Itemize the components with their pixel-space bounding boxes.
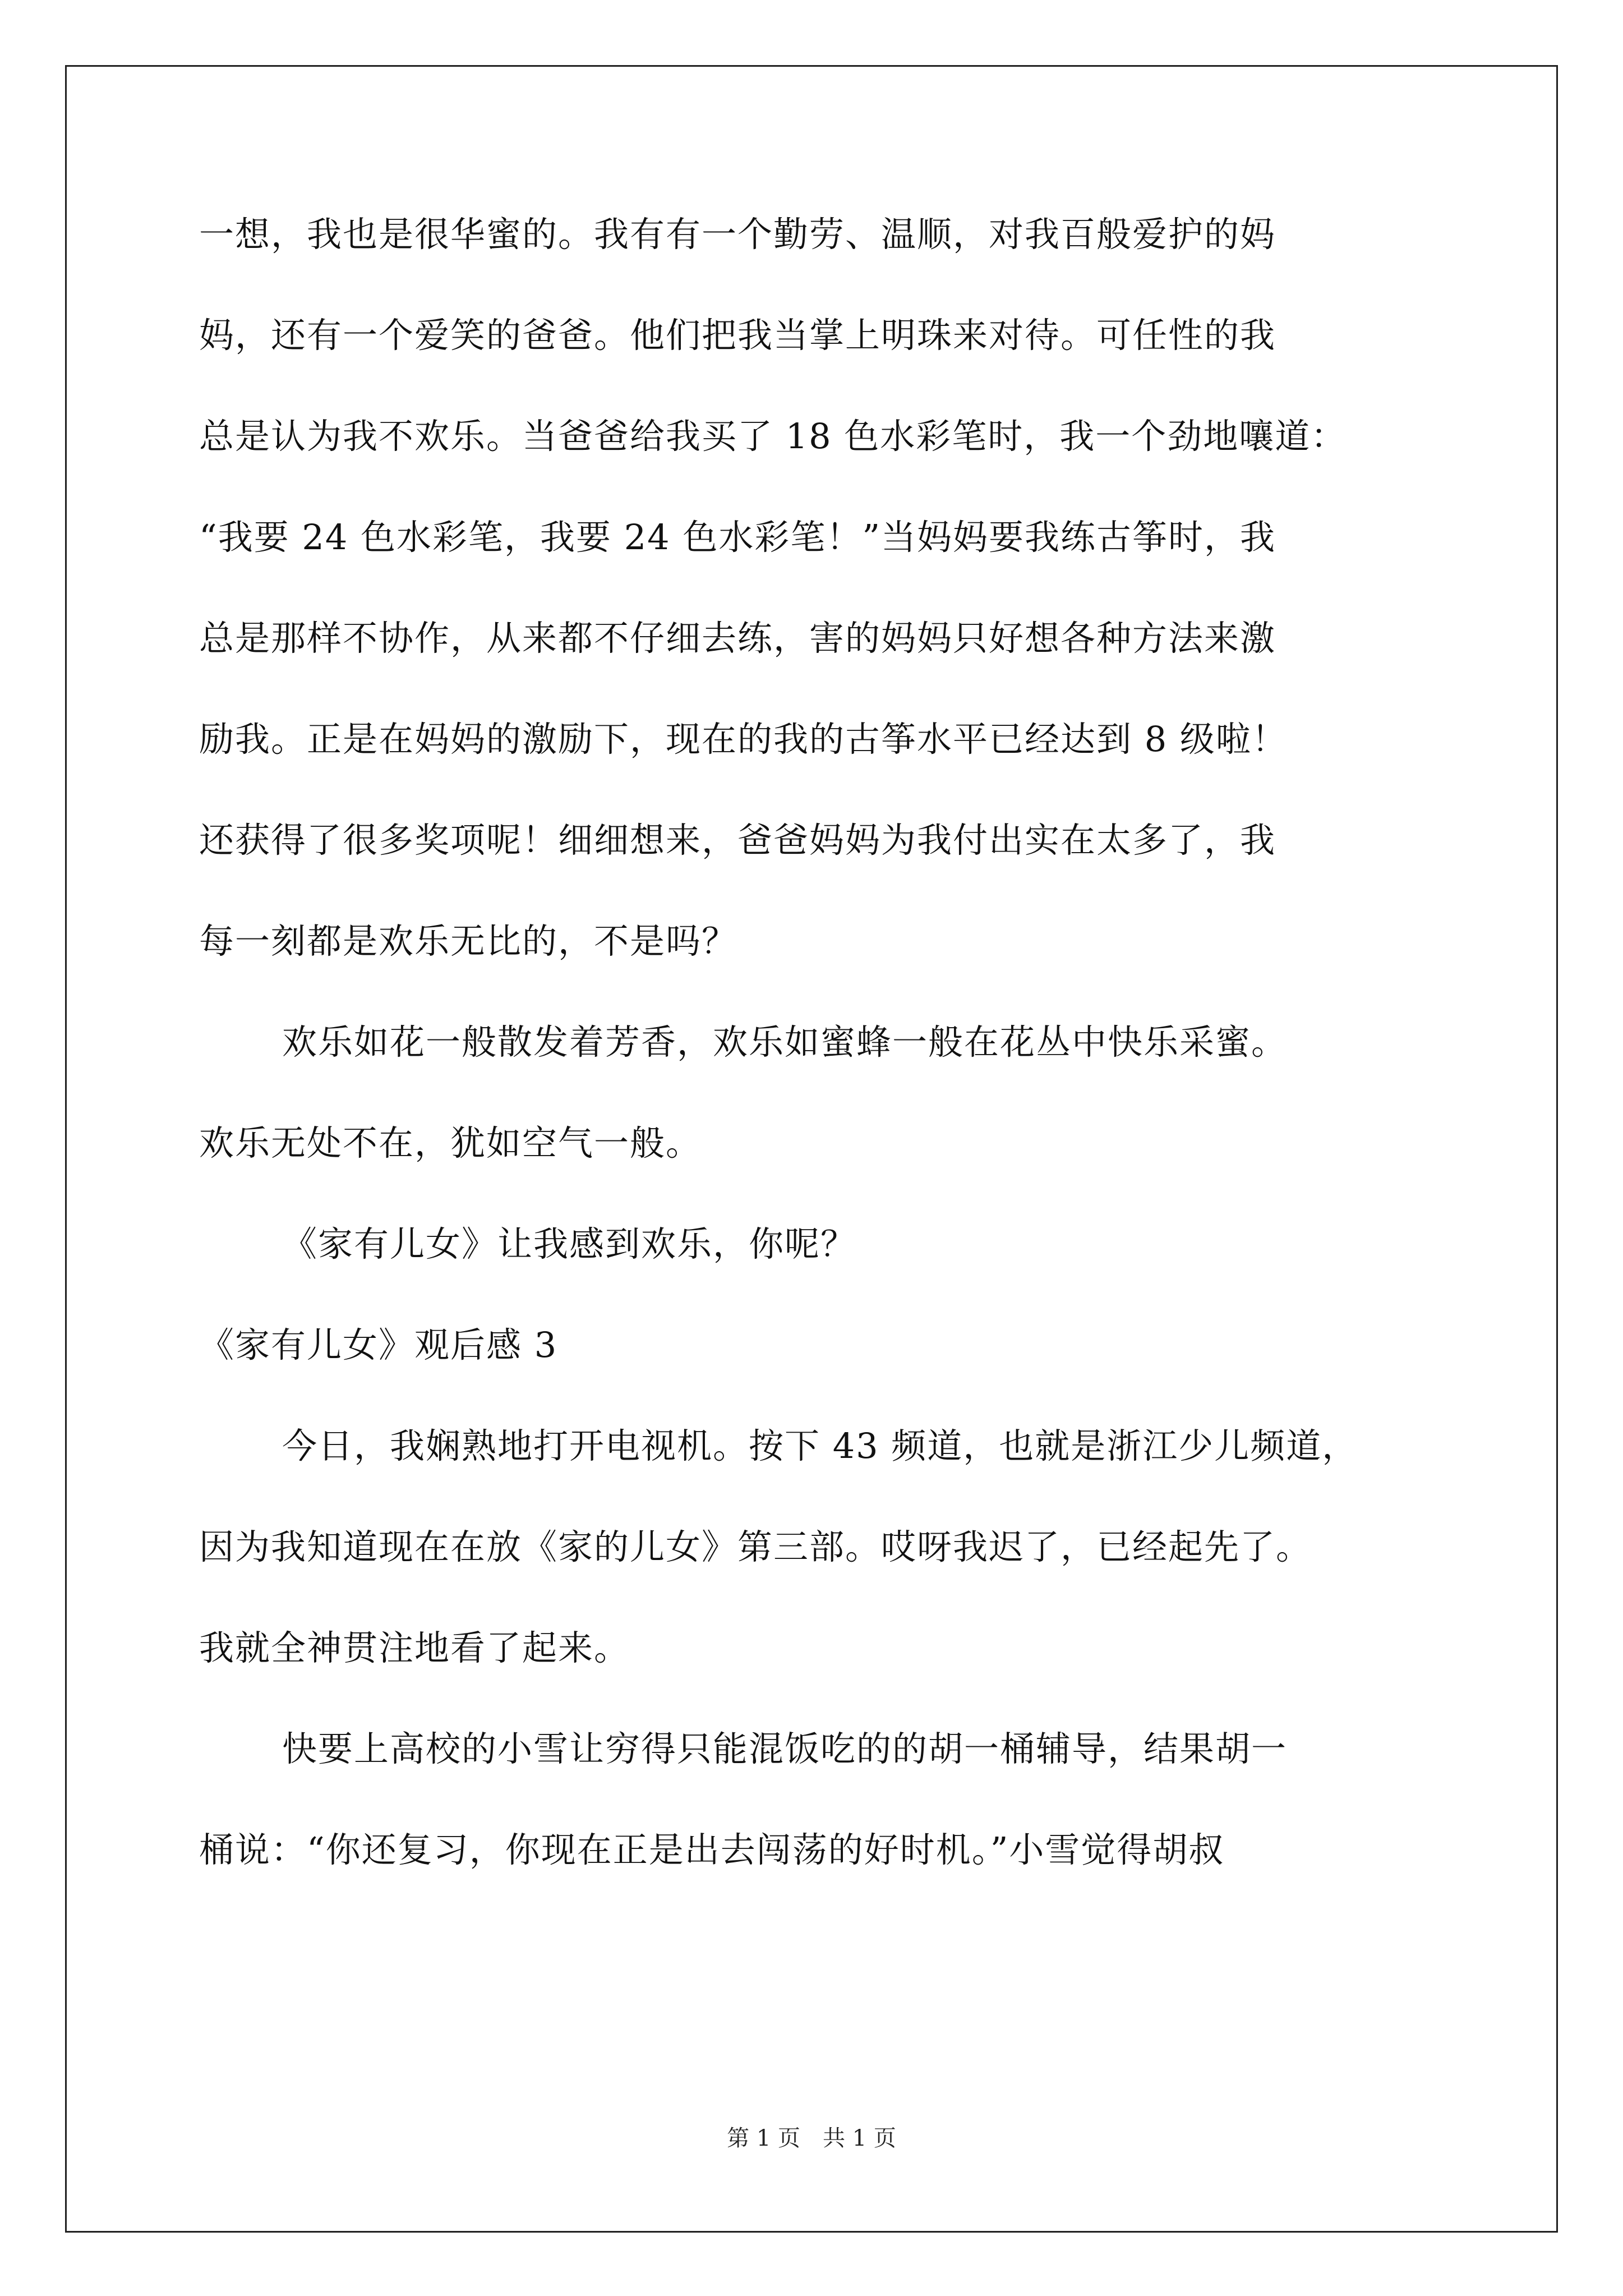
text-line: “我要 24 色水彩笔，我要 24 色水彩笔！”当妈妈要我练古筝时，我 [199, 517, 1276, 558]
text-line: 因为我知道现在在放《家的儿女》第三部。哎呀我迟了，已经起先了。 [199, 1526, 1312, 1567]
paragraph-first-line: 《家有儿女》让我感到欢乐，你呢？ [282, 1223, 857, 1264]
text-line: 一想，我也是很华蜜的。我有有一个勤劳、温顺，对我百般爱护的妈 [199, 214, 1276, 255]
text-line: 欢乐无处不在，犹如空气一般。 [199, 1122, 702, 1163]
section-heading: 《家有儿女》观后感 3 [199, 1324, 558, 1365]
text-line: 总是认为我不欢乐。当爸爸给我买了 18 色水彩笔时，我一个劲地嚷道： [199, 416, 1347, 457]
text-line: 我就全神贯注地看了起来。 [199, 1627, 630, 1668]
text-line: 总是那样不协作，从来都不仔细去练，害的妈妈只好想各种方法来激 [199, 618, 1276, 659]
text-line: 妈，还有一个爱笑的爸爸。他们把我当掌上明珠来对待。可任性的我 [199, 315, 1276, 356]
text-line: 还获得了很多奖项呢！细细想来，爸爸妈妈为我付出实在太多了，我 [199, 820, 1276, 861]
text-line: 桶说：“你还复习，你现在正是出去闯荡的好时机。”小雪觉得胡叔 [199, 1829, 1225, 1870]
paragraph-first-line: 快要上高校的小雪让穷得只能混饭吃的的胡一桶辅导，结果胡一 [282, 1728, 1288, 1769]
text-line: 每一刻都是欢乐无比的，不是吗？ [199, 921, 738, 961]
paragraph-first-line: 欢乐如花一般散发着芳香，欢乐如蜜蜂一般在花丛中快乐采蜜。 [282, 1022, 1288, 1062]
text-line: 励我。正是在妈妈的激励下，现在的我的古筝水平已经达到 8 级啦！ [199, 719, 1288, 760]
page-footer: 第 1 页 共 1 页 [727, 2125, 896, 2151]
paragraph-first-line: 今日，我娴熟地打开电视机。按下 43 频道，也就是浙江少儿频道， [282, 1425, 1358, 1466]
